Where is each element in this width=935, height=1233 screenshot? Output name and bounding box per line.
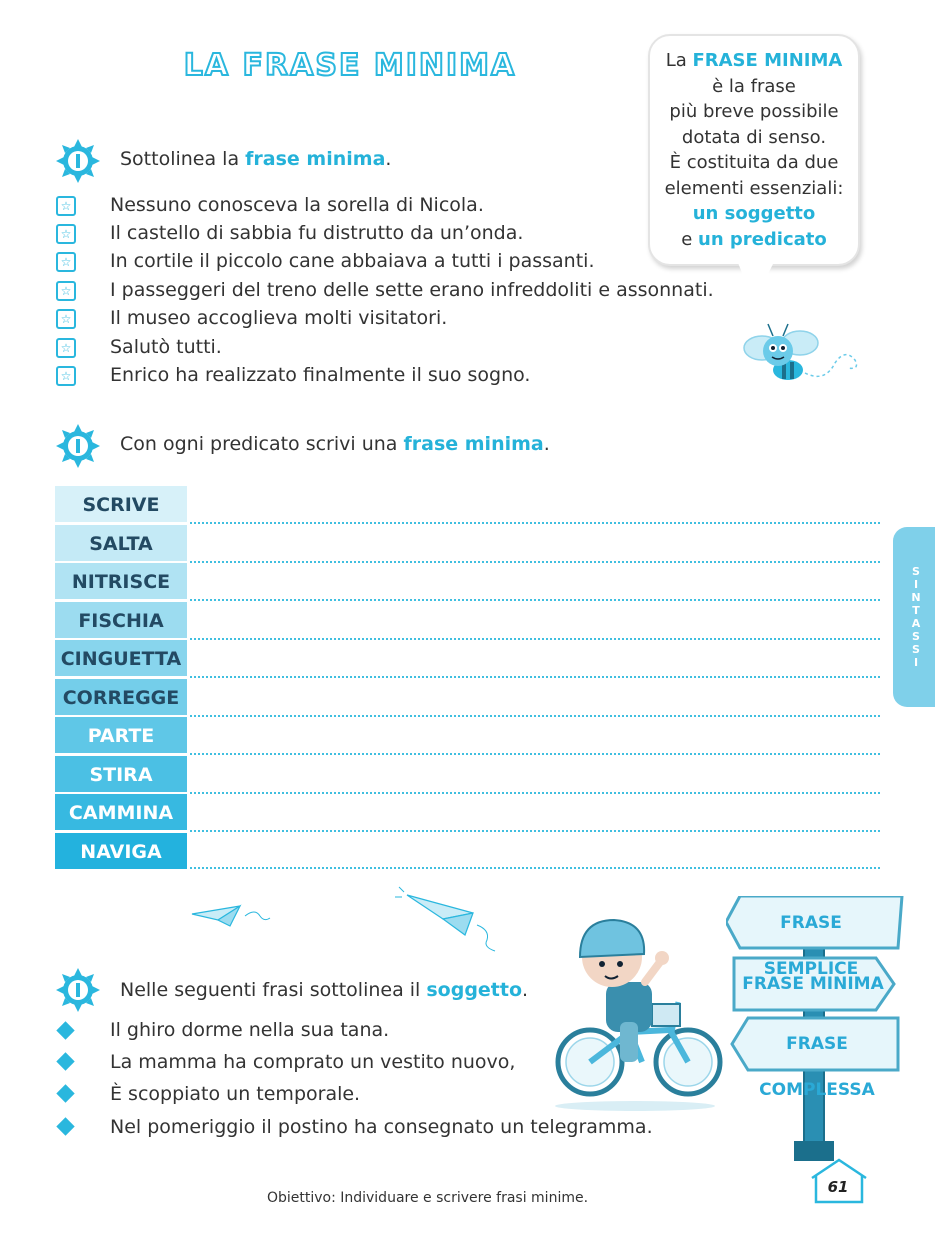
instruction-text: Con ogni predicato scrivi una bbox=[120, 433, 404, 455]
paper-plane-icon bbox=[190, 900, 275, 930]
sentence-item: In cortile il piccolo cane abbaiava a tutti i passanti. bbox=[110, 250, 595, 272]
sentence-item: La mamma ha comprato un vestito nuovo, bbox=[110, 1051, 516, 1073]
instruction-text: Nelle seguenti frasi sottolinea il bbox=[120, 979, 427, 1001]
bubble-text: elementi essenziali: bbox=[664, 177, 844, 199]
bee-illustration bbox=[740, 318, 875, 390]
writing-line[interactable] bbox=[190, 830, 880, 832]
predicate-label: FISCHIA bbox=[55, 602, 187, 638]
instruction-text: . bbox=[543, 433, 550, 455]
writing-line[interactable] bbox=[190, 676, 880, 678]
bubble-text: dotata di senso. bbox=[681, 126, 827, 148]
star-checkbox-icon[interactable]: ☆ bbox=[56, 224, 76, 244]
writing-line[interactable] bbox=[190, 715, 880, 717]
predicate-label: NITRISCE bbox=[55, 563, 187, 599]
bullet-icon bbox=[56, 1084, 74, 1102]
predicate-label: SALTA bbox=[55, 525, 187, 561]
page-title: LA FRASE MINIMA bbox=[183, 48, 517, 83]
writing-line[interactable] bbox=[190, 753, 880, 755]
star-checkbox-icon[interactable]: ☆ bbox=[56, 338, 76, 358]
sentence-item: I passeggeri del treno delle sette erano infreddoliti e assonnati. bbox=[110, 279, 714, 301]
bubble-highlight: un predicato bbox=[698, 228, 827, 250]
sign-frase-semplice: FRASE SEMPLICE bbox=[763, 913, 859, 979]
instruction-text: . bbox=[385, 148, 392, 170]
star-checkbox-icon[interactable]: ☆ bbox=[56, 366, 76, 386]
exercise-sun-icon bbox=[56, 424, 100, 468]
bullet-icon bbox=[56, 1052, 74, 1070]
sentence-item: Enrico ha realizzato finalmente il suo sogno. bbox=[110, 364, 531, 386]
star-checkbox-icon[interactable]: ☆ bbox=[56, 252, 76, 272]
sign-frase-minima: FRASE MINIMA bbox=[742, 974, 884, 994]
sentence-item: Salutò tutti. bbox=[110, 336, 222, 358]
exercise-sun-icon bbox=[56, 968, 100, 1012]
sentence-item: Nel pomeriggio il postino ha consegnato un telegramma. bbox=[110, 1116, 653, 1138]
sentence-item: Nessuno conosceva la sorella di Nicola. bbox=[110, 194, 484, 216]
star-checkbox-icon[interactable]: ☆ bbox=[56, 309, 76, 329]
bubble-text: È costituita da due bbox=[669, 152, 839, 173]
bullet-icon bbox=[56, 1021, 74, 1039]
bubble-text: e bbox=[681, 228, 699, 250]
sentence-item: È scoppiato un temporale. bbox=[110, 1083, 361, 1105]
bubble-tail bbox=[736, 258, 776, 302]
exercise3-instruction bbox=[120, 979, 528, 1001]
predicate-label: CAMMINA bbox=[55, 794, 187, 830]
predicate-label: NAVIGA bbox=[55, 833, 187, 869]
sentence-item: Il castello di sabbia fu distrutto da un’onda. bbox=[110, 222, 524, 244]
section-tab-text: SINTASSI bbox=[911, 565, 921, 669]
writing-line[interactable] bbox=[190, 867, 880, 869]
instruction-text: . bbox=[522, 979, 529, 1001]
predicate-label: CORREGGE bbox=[55, 679, 187, 715]
star-checkbox-icon[interactable]: ☆ bbox=[56, 281, 76, 301]
exercise2-instruction bbox=[120, 433, 550, 455]
exercise1-instruction bbox=[120, 148, 391, 170]
footer-objective: Obiettivo: Individuare e scrivere frasi minime. bbox=[266, 1190, 589, 1206]
child-bicycle-illustration bbox=[550, 912, 728, 1112]
sign-frase-complessa: FRASE COMPLESSA bbox=[759, 1034, 875, 1100]
instruction-highlight: frase minima bbox=[403, 433, 544, 455]
writing-line[interactable] bbox=[190, 561, 880, 563]
predicate-label: SCRIVE bbox=[55, 486, 187, 522]
instruction-text: Sottolinea la bbox=[120, 148, 246, 170]
writing-line[interactable] bbox=[190, 792, 880, 794]
exercise-sun-icon bbox=[56, 139, 100, 183]
star-checkbox-icon[interactable]: ☆ bbox=[56, 196, 76, 216]
bullet-icon bbox=[56, 1117, 74, 1135]
instruction-highlight: frase minima bbox=[245, 148, 386, 170]
writing-line[interactable] bbox=[190, 638, 880, 640]
paper-plane-icon bbox=[395, 885, 515, 955]
bubble-text: più breve possibile bbox=[669, 101, 839, 122]
predicate-label: STIRA bbox=[55, 756, 187, 792]
sentence-item: Il ghiro dorme nella sua tana. bbox=[110, 1019, 390, 1041]
writing-line[interactable] bbox=[190, 599, 880, 601]
bubble-text: è la frase bbox=[712, 75, 796, 97]
bubble-highlight: un soggetto bbox=[692, 203, 816, 224]
section-tab-label bbox=[906, 565, 926, 669]
instruction-highlight: soggetto bbox=[426, 979, 523, 1001]
bubble-highlight: FRASE MINIMA bbox=[692, 50, 843, 71]
bubble-text: La bbox=[665, 50, 693, 71]
writing-line[interactable] bbox=[190, 522, 880, 524]
page-number: 61 bbox=[827, 1178, 849, 1196]
predicate-label: CINGUETTA bbox=[55, 640, 187, 676]
definition-bubble bbox=[648, 34, 860, 266]
predicate-label: PARTE bbox=[55, 717, 187, 753]
sentence-item: Il museo accoglieva molti visitatori. bbox=[110, 307, 448, 329]
